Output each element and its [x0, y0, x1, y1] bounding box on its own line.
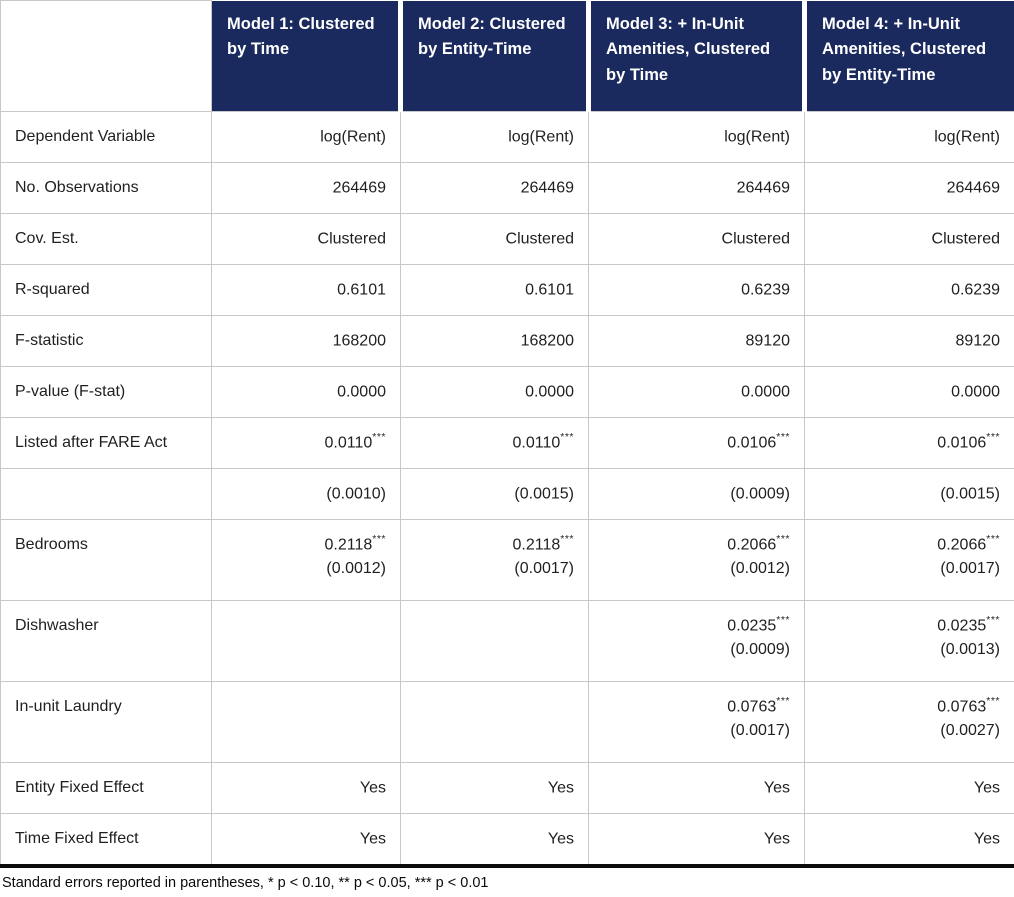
cell: Clustered: [589, 214, 805, 265]
cell: 0.0110***: [401, 418, 589, 469]
cell: 89120: [805, 316, 1014, 367]
cell: 0.6101: [401, 265, 589, 316]
row-label: R-squared: [1, 265, 212, 316]
cell: 168200: [212, 316, 401, 367]
table-row-cov-est: [1, 214, 1014, 265]
cell: 0.0763*** (0.0017): [589, 682, 805, 763]
cell: 0.2066*** (0.0012): [589, 520, 805, 601]
cell: Clustered: [401, 214, 589, 265]
table-row-dependent-variable: [1, 112, 1014, 163]
cell: 0.0763*** (0.0027): [805, 682, 1014, 763]
cell: (0.0009): [589, 469, 805, 520]
cell: log(Rent): [805, 112, 1014, 163]
row-label: Bedrooms: [1, 520, 212, 601]
cell: Yes: [805, 763, 1014, 814]
cell: [401, 601, 589, 682]
cell: Yes: [212, 814, 401, 866]
cell: 264469: [212, 163, 401, 214]
cell: Yes: [589, 763, 805, 814]
column-header-model-3: Model 3: + In-Unit Amenities, Clustered by Time: [589, 1, 805, 112]
cell: log(Rent): [212, 112, 401, 163]
cell: 0.6101: [212, 265, 401, 316]
cell: 264469: [805, 163, 1014, 214]
cell: [401, 682, 589, 763]
row-label: F-statistic: [1, 316, 212, 367]
cell: 0.0000: [401, 367, 589, 418]
cell: 264469: [401, 163, 589, 214]
cell: Yes: [401, 814, 589, 866]
row-label: Time Fixed Effect: [1, 814, 212, 866]
cell: log(Rent): [589, 112, 805, 163]
cell: 0.6239: [805, 265, 1014, 316]
cell: 0.2118*** (0.0017): [401, 520, 589, 601]
table-row-entity-fixed-effect: [1, 763, 1014, 814]
row-label: P-value (F-stat): [1, 367, 212, 418]
row-label: No. Observations: [1, 163, 212, 214]
cell: 0.0000: [805, 367, 1014, 418]
row-label: Listed after FARE Act: [1, 418, 212, 469]
cell: 0.0106***: [589, 418, 805, 469]
table-row-observations: [1, 163, 1014, 214]
cell: (0.0015): [805, 469, 1014, 520]
cell: log(Rent): [401, 112, 589, 163]
table-row-r-squared: [1, 265, 1014, 316]
cell: [212, 682, 401, 763]
cell: Yes: [805, 814, 1014, 866]
row-label: In-unit Laundry: [1, 682, 212, 763]
cell: Yes: [589, 814, 805, 866]
cell: 0.0235*** (0.0009): [589, 601, 805, 682]
cell: Clustered: [212, 214, 401, 265]
table-row-fare-act-coef: [1, 418, 1014, 469]
column-header-model-1: Model 1: Clustered by Time: [212, 1, 401, 112]
table-row-fare-act-se: [1, 469, 1014, 520]
cell: 0.0110***: [212, 418, 401, 469]
cell: 264469: [589, 163, 805, 214]
cell: (0.0015): [401, 469, 589, 520]
table-row-f-statistic: [1, 316, 1014, 367]
row-label: [1, 469, 212, 520]
table-row-time-fixed-effect: [1, 814, 1014, 866]
row-label: Dependent Variable: [1, 112, 212, 163]
cell: [212, 601, 401, 682]
cell: 168200: [401, 316, 589, 367]
cell: (0.0010): [212, 469, 401, 520]
column-header-model-4: Model 4: + In-Unit Amenities, Clustered by Entity-Time: [805, 1, 1014, 112]
table-footnote: Standard errors reported in parentheses, * p < 0.10, ** p < 0.05, *** p < 0.01: [2, 874, 489, 891]
cell: 0.0106***: [805, 418, 1014, 469]
table-row-bedrooms: [1, 520, 1014, 601]
cell: Clustered: [805, 214, 1014, 265]
cell: 0.2118*** (0.0012): [212, 520, 401, 601]
cell: 0.0000: [589, 367, 805, 418]
header-row: [1, 1, 1014, 112]
cell: 89120: [589, 316, 805, 367]
table-row-in-unit-laundry: [1, 682, 1014, 763]
corner-cell: [1, 1, 212, 112]
table-row-p-value: [1, 367, 1014, 418]
cell: 0.0235*** (0.0013): [805, 601, 1014, 682]
row-label: Cov. Est.: [1, 214, 212, 265]
row-label: Dishwasher: [1, 601, 212, 682]
table-row-dishwasher: [1, 601, 1014, 682]
cell: Yes: [401, 763, 589, 814]
cell: 0.2066*** (0.0017): [805, 520, 1014, 601]
row-label: Entity Fixed Effect: [1, 763, 212, 814]
cell: 0.0000: [212, 367, 401, 418]
cell: 0.6239: [589, 265, 805, 316]
cell: Yes: [212, 763, 401, 814]
column-header-model-2: Model 2: Clustered by Entity-Time: [401, 1, 589, 112]
